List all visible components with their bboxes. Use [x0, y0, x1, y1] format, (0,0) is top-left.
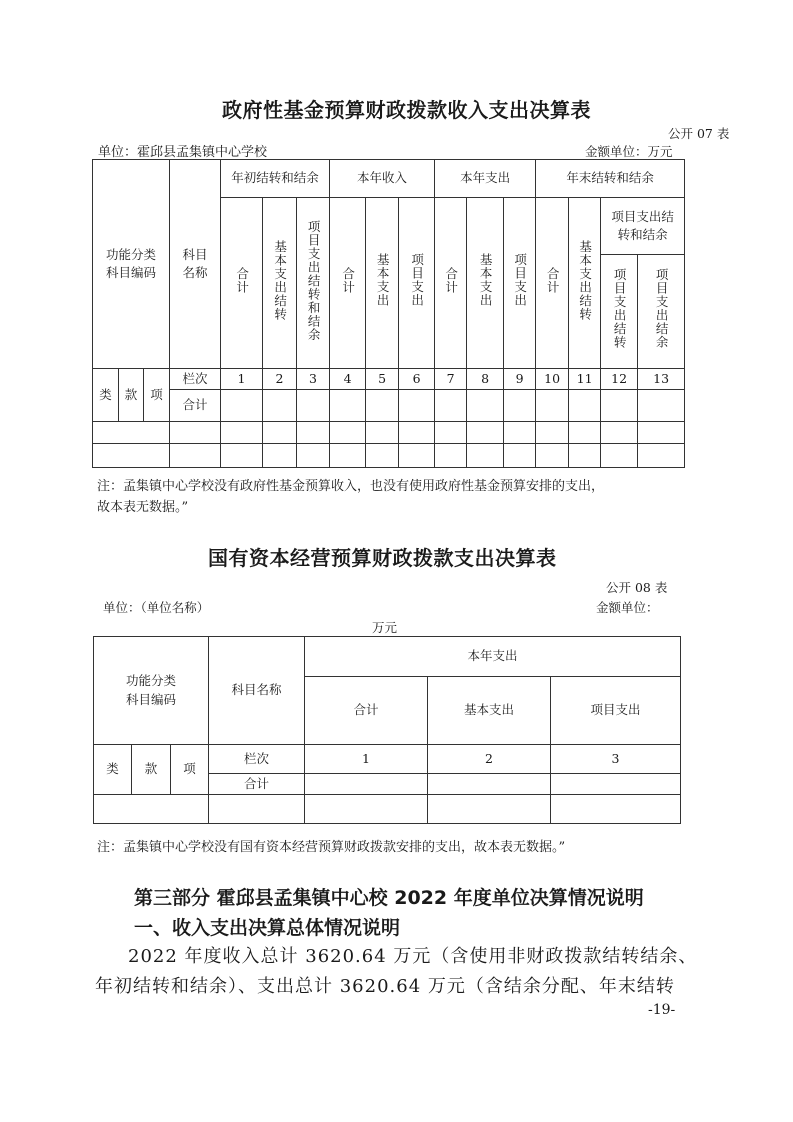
end-project-header-cell: [601, 198, 685, 255]
end-project-balance: 项目支出结余: [654, 268, 670, 350]
basic-header: 基本支出: [464, 702, 515, 718]
expense-header-cell: [435, 160, 536, 198]
table2-lanci-row: [94, 745, 681, 774]
empty-cell: [467, 390, 504, 422]
total-header: 合计: [353, 702, 379, 718]
table2-note: 注：孟集镇中心学校没有国有资本经营预算财政拨款安排的支出，故本表无数据。”: [97, 840, 566, 855]
col-number: 12: [601, 369, 638, 390]
empty-cell: [221, 390, 263, 422]
end-project-carry: 项目支出结转: [612, 268, 628, 350]
col-number: 2: [428, 745, 551, 774]
empty-cell: [263, 390, 297, 422]
table2-amount-unit-2: 万元: [372, 620, 398, 635]
expense-total: 合计: [443, 266, 459, 294]
col-number: 1: [305, 745, 428, 774]
expense-project: 项目支出: [512, 253, 528, 308]
total-header-cell: [305, 677, 428, 745]
income-project-cell: [399, 198, 435, 369]
empty-cell: [93, 444, 170, 468]
body-paragraph-line2: 年初结转和结余）、支出总计 3620.64 万元（含结余分配、年末结转: [95, 976, 675, 997]
empty-cell: [170, 444, 221, 468]
expense-project-cell: [504, 198, 536, 369]
col-number: 2: [263, 369, 297, 390]
table1-note-line1: 注：孟集镇中心学校没有政府性基金预算收入，也没有使用政府性基金预算安排的支出，: [97, 479, 605, 494]
empty-cell: [504, 390, 536, 422]
col-number: 3: [297, 369, 330, 390]
xiang-label: 项: [150, 386, 163, 402]
table2-empty-row: [94, 795, 681, 824]
income-basic-cell: [366, 198, 399, 369]
income-total: 合计: [340, 266, 356, 294]
begin-header: 年初结转和结余: [231, 170, 319, 186]
expense-header: 本年支出: [460, 170, 511, 186]
end-total: 合计: [545, 266, 561, 294]
empty-cell: [435, 390, 467, 422]
xiang-label: 项: [183, 761, 196, 777]
heji-cell: [170, 390, 221, 422]
income-total-cell: [330, 198, 366, 369]
empty-cell: [569, 390, 601, 422]
lanci-cell: [209, 745, 305, 774]
empty-cell: [638, 390, 685, 422]
empty-cell: [330, 444, 366, 468]
heji-label: 合计: [244, 775, 270, 791]
col-number: 10: [536, 369, 569, 390]
empty-cell: [569, 422, 601, 444]
empty-cell: [569, 444, 601, 468]
empty-cell: [536, 390, 569, 422]
xiang-cell: [171, 745, 209, 795]
end-project-carry-cell: [601, 255, 638, 369]
name-header: 科目名称: [231, 682, 282, 698]
table2-unit: 单位：（单位名称）: [103, 600, 210, 615]
name-header-cell: [209, 637, 305, 745]
col-number: 4: [330, 369, 366, 390]
code-header: 功能分类 科目编码: [106, 246, 157, 280]
empty-cell: [263, 422, 297, 444]
empty-cell: [305, 774, 428, 795]
table2: [93, 636, 681, 824]
empty-cell: [428, 774, 551, 795]
empty-cell: [504, 444, 536, 468]
empty-cell: [601, 444, 638, 468]
empty-cell: [170, 422, 221, 444]
empty-cell: [638, 422, 685, 444]
table1-empty-row: [93, 422, 685, 444]
empty-cell: [467, 422, 504, 444]
col-number: 5: [366, 369, 399, 390]
empty-cell: [297, 390, 330, 422]
xiang-cell: [144, 369, 170, 422]
empty-cell: [399, 444, 435, 468]
kuan-cell: [132, 745, 171, 795]
expense-header-cell: [305, 637, 681, 677]
table2-amount-unit: 金额单位：: [596, 600, 659, 615]
empty-cell: [551, 774, 681, 795]
col-number: 7: [435, 369, 467, 390]
end-project-balance-cell: [638, 255, 685, 369]
body-paragraph-line1: 2022 年度收入总计 3620.64 万元（含使用非财政拨款结转结余、: [128, 946, 698, 967]
empty-cell: [209, 795, 305, 824]
table1-note-line2: 故本表无数据。”: [97, 500, 189, 515]
empty-cell: [366, 422, 399, 444]
table1-title: 政府性基金预算财政拨款收入支出决算表: [222, 98, 591, 122]
code-header-cell: [94, 637, 209, 745]
page-number: -19-: [648, 1002, 676, 1018]
lanci-label: 栏次: [182, 370, 208, 386]
empty-cell: [428, 795, 551, 824]
end-basic-cell: [569, 198, 601, 369]
begin-basic-cell: [263, 198, 297, 369]
basic-header-cell: [428, 677, 551, 745]
end-project-header: 项目支出结转和结余: [611, 208, 674, 242]
table1-lanci-row: [93, 369, 685, 390]
end-basic-carry: 基本支出结转: [577, 239, 593, 321]
begin-project-cell: [297, 198, 330, 369]
name-header: 科目 名称: [182, 246, 208, 280]
begin-total: 合计: [234, 266, 250, 294]
project-header-cell: [551, 677, 681, 745]
income-header-cell: [330, 160, 435, 198]
empty-cell: [601, 422, 638, 444]
empty-cell: [330, 390, 366, 422]
empty-cell: [399, 390, 435, 422]
code-header: 功能分类 科目编码: [126, 673, 177, 707]
end-total-cell: [536, 198, 569, 369]
empty-cell: [601, 390, 638, 422]
empty-cell: [221, 422, 263, 444]
empty-cell: [297, 422, 330, 444]
col-number: 9: [504, 369, 536, 390]
empty-cell: [366, 444, 399, 468]
table1-total-row: [93, 390, 685, 422]
col-number: 3: [551, 745, 681, 774]
empty-cell: [263, 444, 297, 468]
expense-header: 本年支出: [467, 648, 518, 664]
lanci-cell: [170, 369, 221, 390]
lei-label: 类: [99, 386, 112, 402]
heji-cell: [209, 774, 305, 795]
sub-title: 一、收入支出决算总体情况说明: [134, 917, 401, 939]
empty-cell: [330, 422, 366, 444]
end-header: 年末结转和结余: [566, 170, 654, 186]
col-number: 6: [399, 369, 435, 390]
begin-total-cell: [221, 198, 263, 369]
kuan-label: 款: [124, 386, 138, 402]
part-title: 第三部分 霍邱县孟集镇中心校 2022 年度单位决算情况说明: [134, 887, 644, 909]
table1-number: 公开 07 表: [668, 126, 730, 141]
col-number: 13: [638, 369, 685, 390]
lei-cell: [94, 745, 132, 795]
empty-cell: [504, 422, 536, 444]
empty-cell: [638, 444, 685, 468]
empty-cell: [467, 444, 504, 468]
table1-unit: 单位：霍邱县孟集镇中心学校: [98, 145, 268, 160]
kuan-cell: [119, 369, 144, 422]
income-basic: 基本支出: [375, 253, 391, 308]
empty-cell: [366, 390, 399, 422]
heji-label: 合计: [182, 397, 208, 413]
income-header: 本年收入: [357, 170, 408, 186]
empty-cell: [435, 422, 467, 444]
begin-header-cell: [221, 160, 330, 198]
code-header-cell: [93, 160, 170, 369]
expense-basic: 基本支出: [478, 253, 494, 308]
lanci-label: 栏次: [244, 750, 270, 766]
kuan-label: 款: [144, 761, 158, 777]
name-header-cell: [170, 160, 221, 369]
empty-cell: [94, 795, 209, 824]
begin-project-carry-balance: 项目支出结转和结余: [306, 219, 322, 342]
lei-cell: [93, 369, 119, 422]
col-number: 8: [467, 369, 504, 390]
project-header: 项目支出: [590, 702, 641, 718]
empty-cell: [536, 422, 569, 444]
table1: [92, 159, 685, 468]
table1-empty-row: [93, 444, 685, 468]
empty-cell: [435, 444, 467, 468]
expense-total-cell: [435, 198, 467, 369]
lei-label: 类: [106, 761, 119, 777]
income-project: 项目支出: [409, 253, 425, 308]
empty-cell: [536, 444, 569, 468]
end-header-cell: [536, 160, 685, 198]
empty-cell: [551, 795, 681, 824]
empty-cell: [399, 422, 435, 444]
table2-number: 公开 08 表: [606, 580, 668, 595]
begin-basic-carry: 基本支出结转: [272, 239, 288, 321]
col-number: 1: [221, 369, 263, 390]
col-number: 11: [569, 369, 601, 390]
expense-basic-cell: [467, 198, 504, 369]
empty-cell: [221, 444, 263, 468]
empty-cell: [297, 444, 330, 468]
empty-cell: [93, 422, 170, 444]
table2-title: 国有资本经营预算财政拨款支出决算表: [208, 546, 557, 570]
table1-amount-unit: 金额单位：万元: [585, 144, 673, 159]
empty-cell: [305, 795, 428, 824]
